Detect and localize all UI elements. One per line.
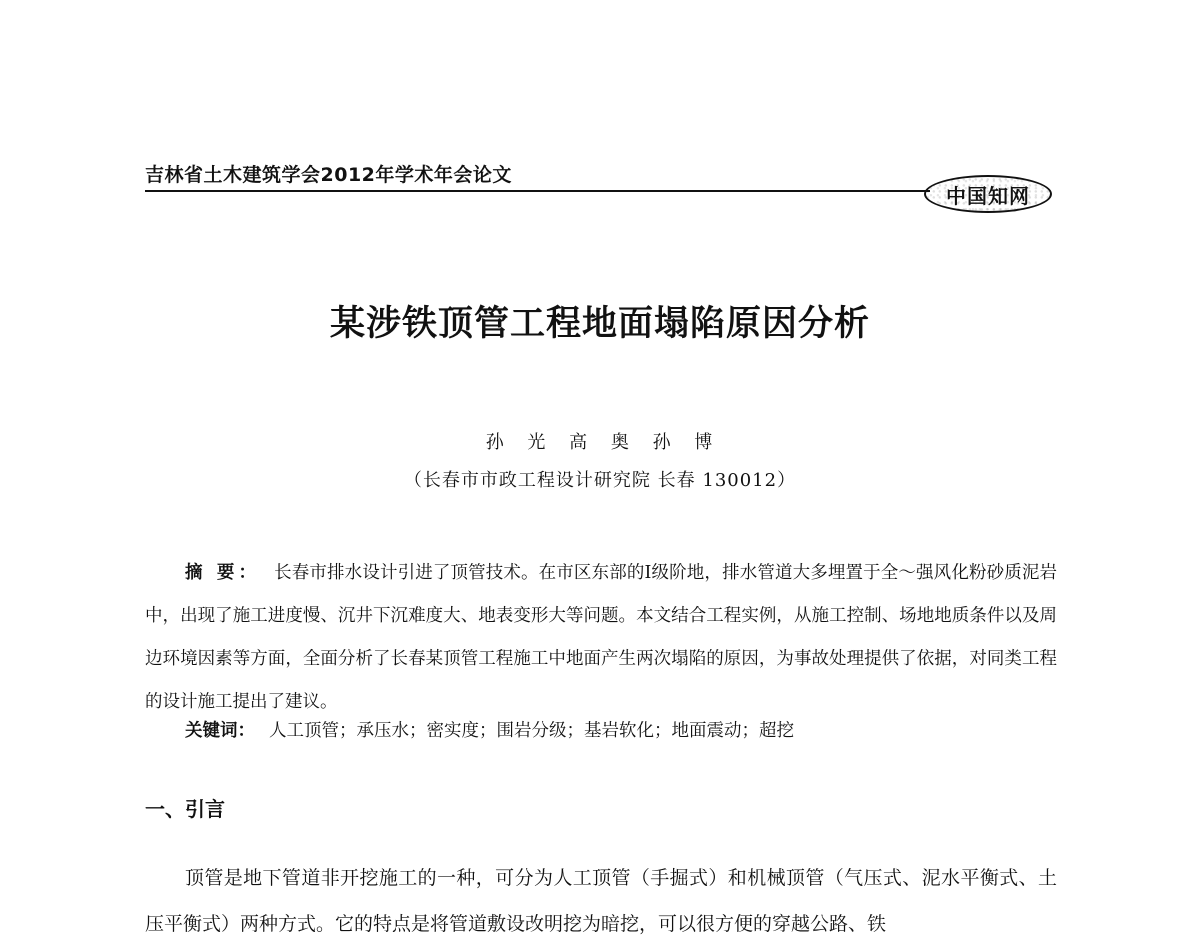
keywords bbox=[185, 717, 794, 742]
authors: 孙 光 高 奥 孙 博 bbox=[485, 432, 715, 453]
keywords-label: 关键词： bbox=[185, 721, 255, 741]
section-heading-introduction: 一、引言 bbox=[145, 797, 225, 821]
running-header: 吉林省土木建筑学会2012年学术年会论文 bbox=[145, 164, 512, 186]
abstract-text: 长春市排水设计引进了顶管技术。在市区东部的Ⅰ级阶地，排水管道大多埋置于全～强风化粉砂质泥岩中，出现了施工进度慢、沉井下沉难度大、地表变形大等问题。本文结合工程实例，从施工控制、场地地质条件以及周边环境因素等方面，全面分析了长春某顶管工程施工中地面产生两次塌陷的原因，为事故处理提供了依据，对同类工程的设计施工提出了建议。 bbox=[145, 563, 1057, 712]
body-paragraph: 顶管是地下管道非开挖施工的一种，可分为人工顶管（手掘式）和机械顶管（气压式、泥水平衡式、土压平衡式）两种方式。它的特点是将管道敷设改明挖为暗挖，可以很方便的穿越公路、铁 bbox=[145, 867, 1057, 935]
cnki-logo: 中国知网 bbox=[924, 175, 1052, 213]
keywords-text: 人工顶管；承压水；密实度；围岩分级；基岩软化；地面震动；超挖 bbox=[269, 721, 794, 741]
abstract bbox=[145, 552, 1057, 724]
abstract-label: 摘 要： bbox=[185, 563, 261, 583]
header-rule bbox=[145, 190, 930, 192]
paper-title: 某涉铁顶管工程地面塌陷原因分析 bbox=[329, 304, 870, 344]
affiliation: （长春市市政工程设计研究院 长春 130012） bbox=[403, 470, 797, 491]
